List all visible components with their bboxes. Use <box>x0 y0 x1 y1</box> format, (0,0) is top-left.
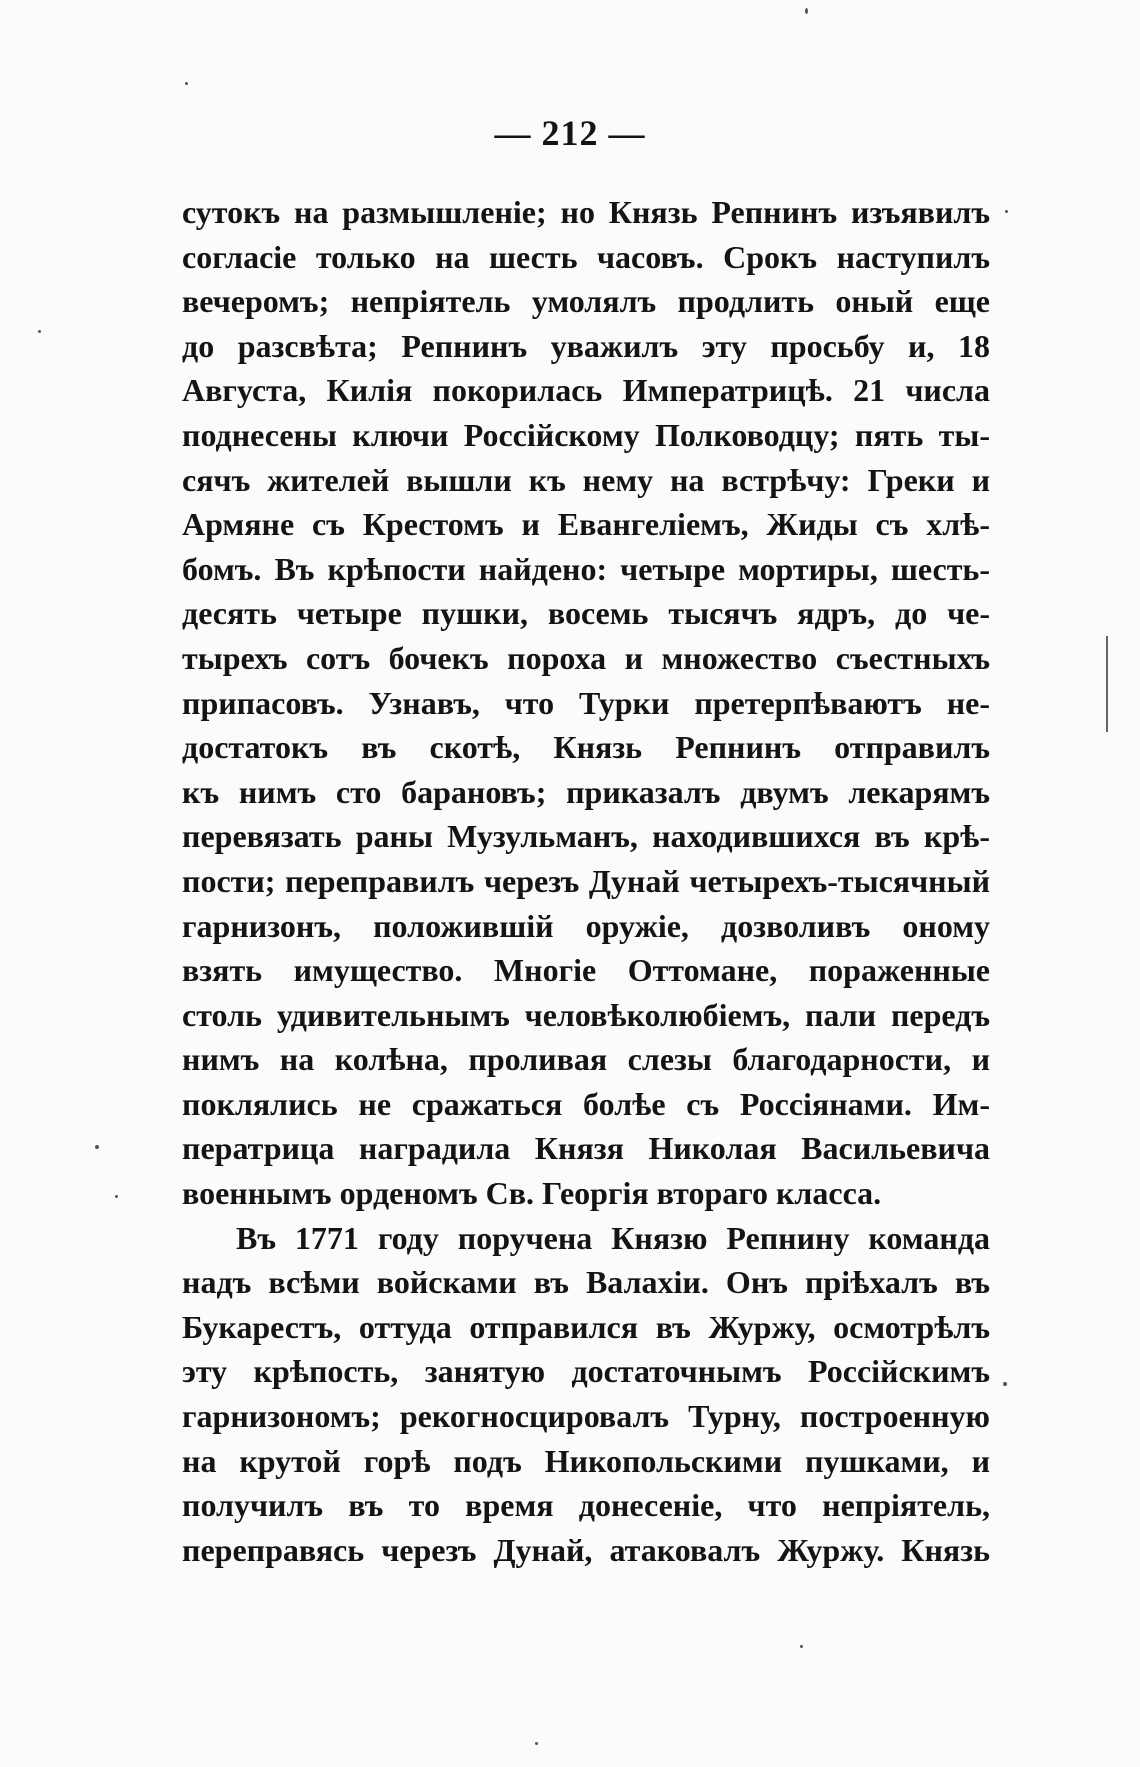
scan-speck <box>1005 210 1008 213</box>
text-line: сячъ жителей вышли къ нему на встрѣчу: Греки и <box>182 461 990 498</box>
text-line: поклялись не сражаться болѣе съ Россіянами. Им- <box>182 1085 990 1122</box>
text-line: гарнизономъ; рекогносцировалъ Турну, построенную <box>182 1398 990 1435</box>
paragraph-2 <box>182 1216 990 1573</box>
scan-speck <box>805 8 808 14</box>
text-line: припасовъ. Узнавъ, что Турки претерпѣваютъ не- <box>182 684 990 721</box>
scan-speck <box>95 1145 99 1149</box>
text-line: столь удивительнымъ человѣколюбіемъ, пали передъ <box>182 996 990 1033</box>
text-line: поднесены ключи Россійскому Полководцу; пять ты- <box>182 416 990 453</box>
text-line: ператрица наградила Князя Николая Васильевича <box>182 1130 990 1167</box>
scan-speck <box>38 330 41 333</box>
text-line: на крутой горѣ подъ Никопольскими пушками, и <box>182 1442 990 1479</box>
text-line: достатокъ въ скотѣ, Князь Репнинъ отправилъ <box>182 729 990 766</box>
scan-speck <box>115 1195 118 1198</box>
text-line: тырехъ сотъ бочекъ пороха и множество съестныхъ <box>182 639 990 676</box>
text-line: десять четыре пушки, восемь тысячъ ядръ, до че- <box>182 595 990 632</box>
scan-speck <box>535 1742 538 1745</box>
scan-speck <box>800 1645 803 1648</box>
text-line: эту крѣпость, занятую достаточнымъ Россійскимъ <box>182 1353 990 1390</box>
text-line: сутокъ на размышленіе; но Князь Репнинъ изъявилъ <box>182 194 990 230</box>
text-line: Армяне съ Крестомъ и Евангеліемъ, Жиды съ хлѣ- <box>182 506 990 543</box>
scan-speck <box>185 82 188 85</box>
body-text <box>182 190 990 1572</box>
scan-mark <box>1106 636 1108 732</box>
text-line: вечеромъ; непріятель умолялъ продлить оный еще <box>182 283 990 320</box>
text-line: къ нимъ сто барановъ; приказалъ двумъ лекарямъ <box>182 773 990 810</box>
paragraph-1 <box>182 190 990 1216</box>
text-line: пости; переправилъ черезъ Дунай четырехъ-тысячный <box>182 862 990 899</box>
text-line: Букарестъ, оттуда отправился въ Журжу, осмотрѣлъ <box>182 1308 990 1345</box>
text-line: переправясь черезъ Дунай, атаковалъ Журжу. Князь <box>182 1531 990 1568</box>
text-line: до разсвѣта; Репнинъ уважилъ эту просьбу и, 18 <box>182 327 990 364</box>
text-line: военнымъ орденомъ Св. Георгія втораго класса. <box>182 1175 882 1212</box>
text-line: бомъ. Въ крѣпости найдено: четыре мортиры, шесть- <box>182 550 990 587</box>
text-line: гарнизонъ, положившій оружіе, дозволивъ оному <box>182 907 990 944</box>
text-line: получилъ въ то время донесеніе, что непріятель, <box>182 1487 990 1524</box>
text-line: Въ 1771 году поручена Князю Репнину команда <box>236 1219 990 1256</box>
text-line: надъ всѣми войсками въ Валахіи. Онъ пріѣхалъ въ <box>182 1264 990 1301</box>
page-number: — 212 — <box>494 113 646 153</box>
text-line: взять имущество. Многіе Оттомане, пораженные <box>182 952 990 989</box>
text-line: согласіе только на шесть часовъ. Срокъ наступилъ <box>182 238 990 275</box>
text-line: перевязать раны Музульманъ, находившихся въ крѣ- <box>182 818 990 855</box>
scan-speck <box>1003 1382 1007 1386</box>
text-line: Августа, Килія покорилась Императрицѣ. 21 числа <box>182 372 990 409</box>
text-line: нимъ на колѣна, проливая слезы благодарности, и <box>182 1041 990 1078</box>
